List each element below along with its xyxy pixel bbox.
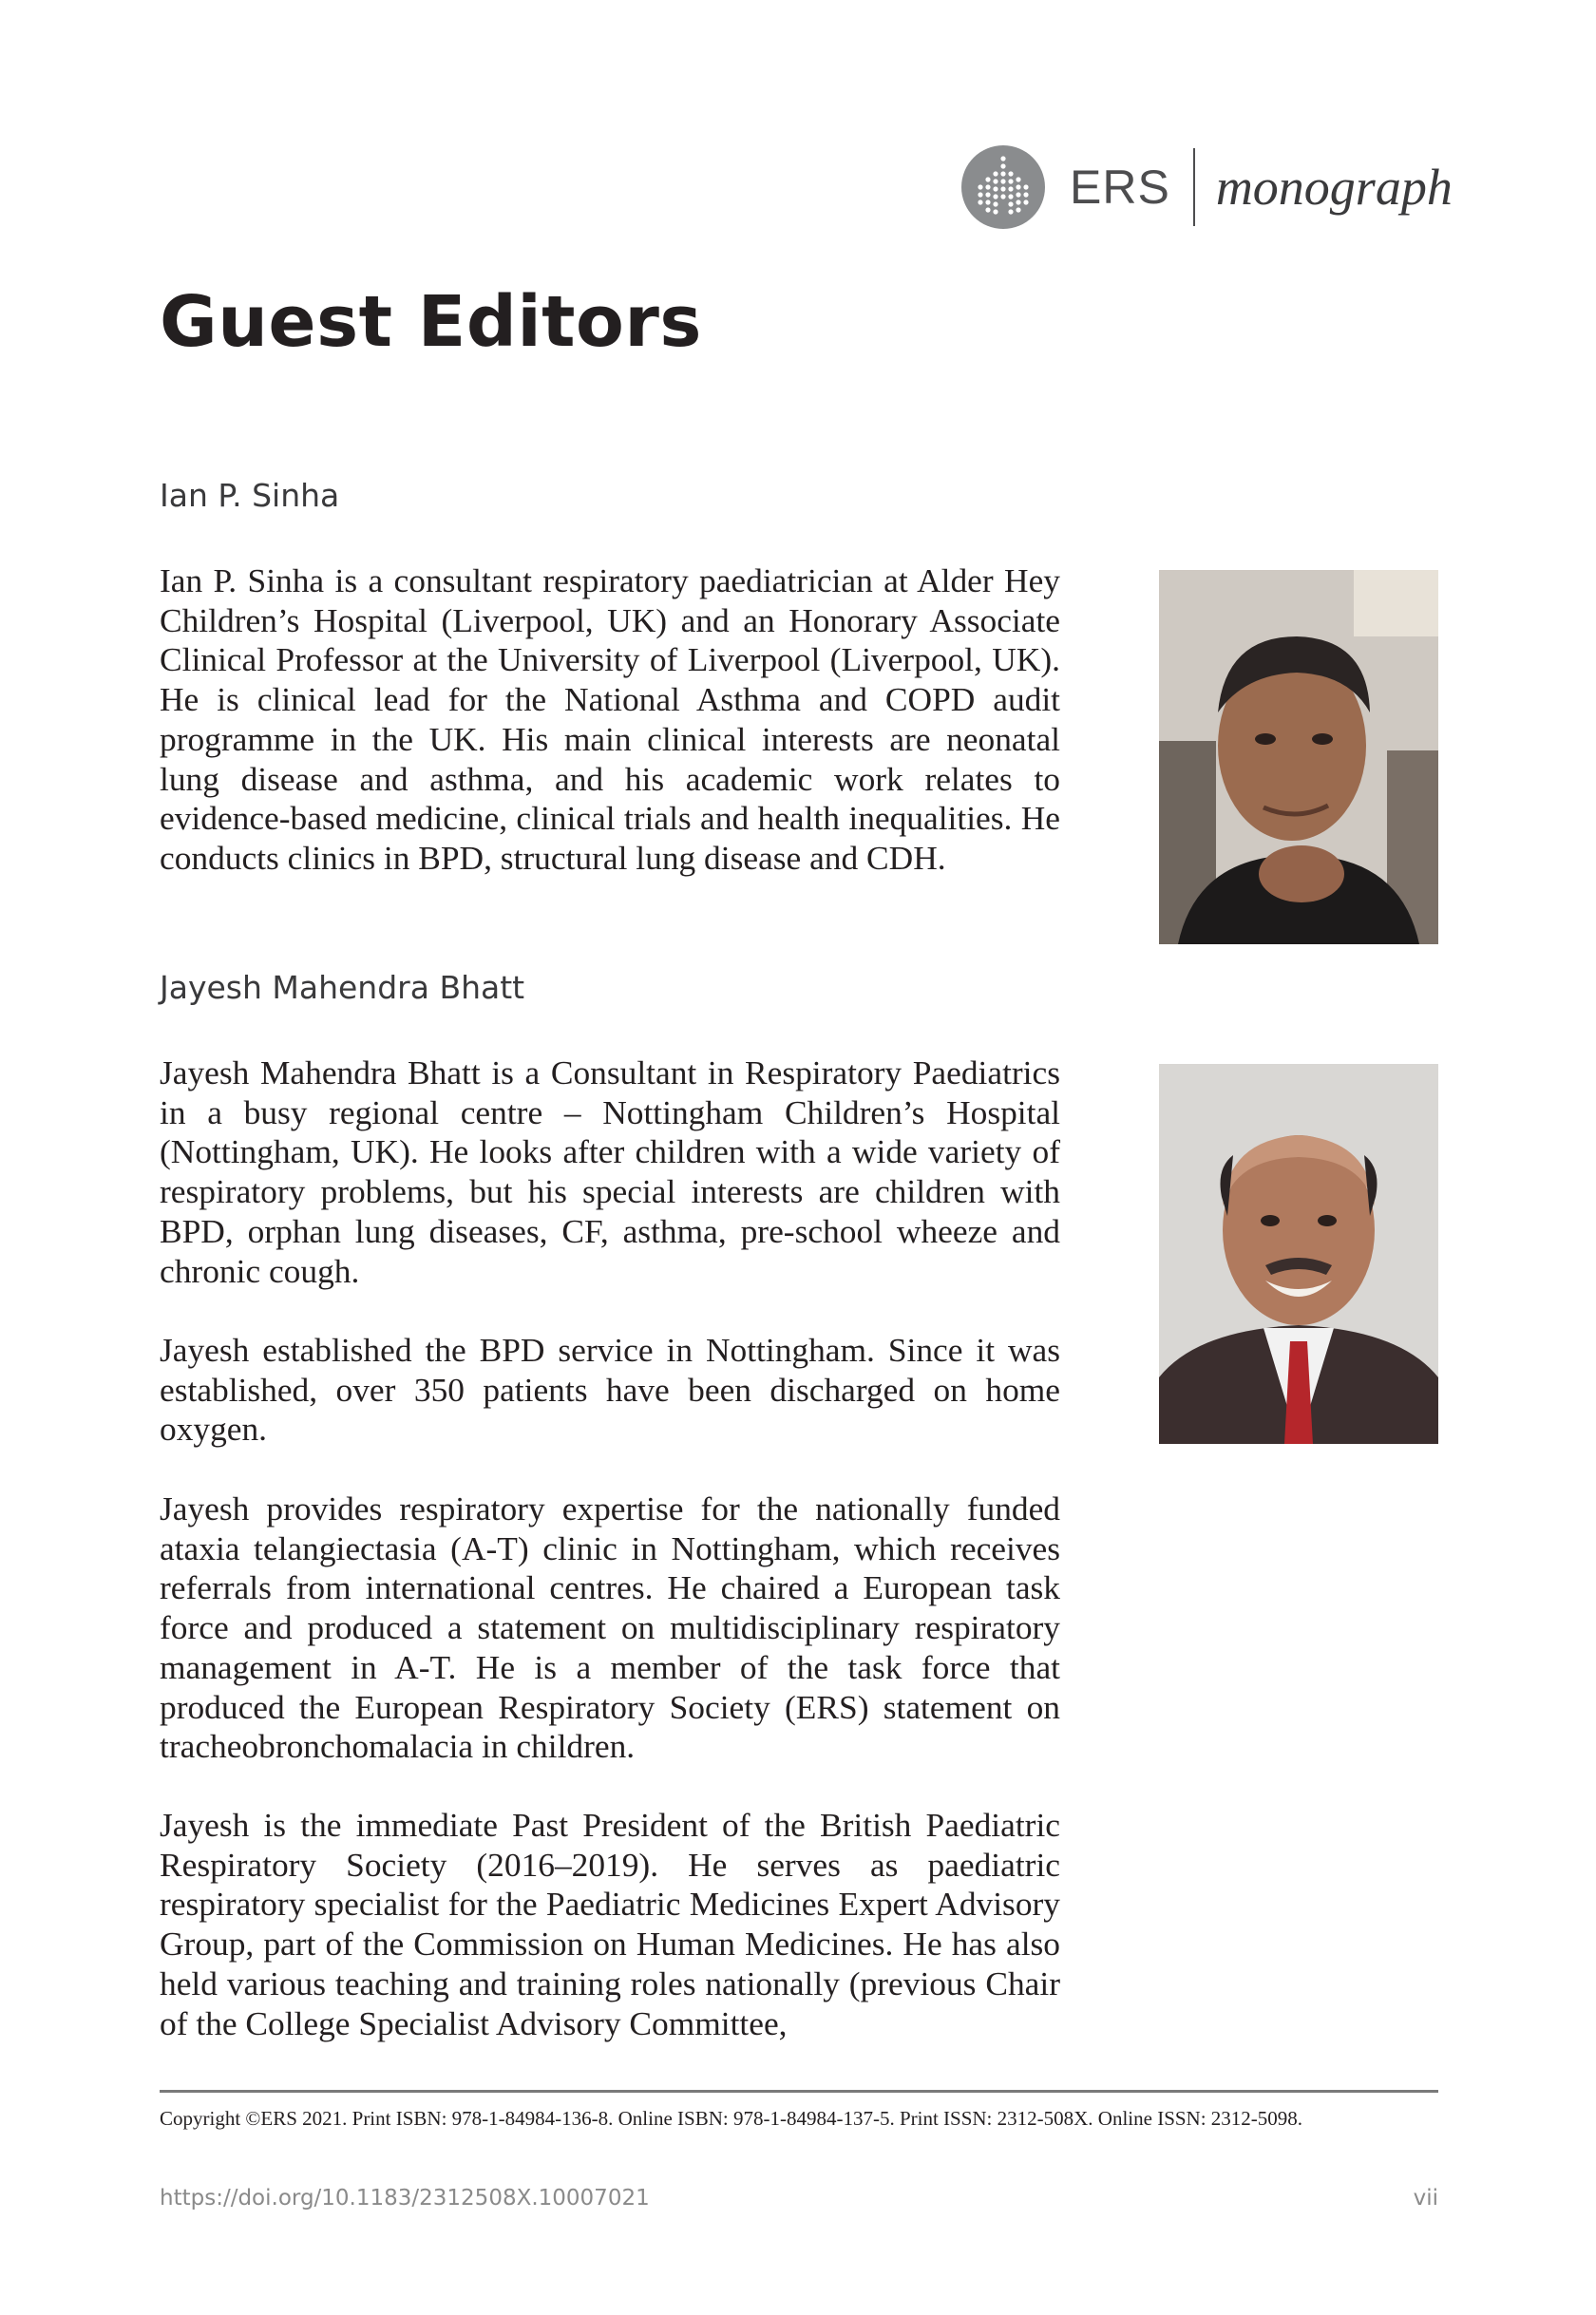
editor-bio-sinha: Ian P. Sinha is a consultant respiratory paediatrician at Alder Hey Children’s Hospital (Liverpool, UK) and an Honorary Associate Clinical Professor at the University of Liverpool (Liverpool, UK). He is clinical lead for the National Asthma and COPD audit programme in the UK. His main clinical interests are neonatal lung disease and asthma, and his academic work relates to evidence-based medicine, clinical trials and health inequalities. He conducts clinics in BPD, structural lung disease and CDH. [160, 561, 1060, 877]
ers-monograph-logo [961, 144, 1453, 230]
doi-link[interactable]: https://doi.org/10.1183/2312508X.10007021 [160, 2186, 650, 2211]
logo-ers-text: ERS [1070, 161, 1170, 214]
editor-photo-sinha [1159, 570, 1438, 944]
copyright-notice: Copyright ©ERS 2021. Print ISBN: 978-1-84984-136-8. Online ISBN: 978-1-84984-137-5. Print ISSN: 2312-508X. Online ISSN: 2312-5098. [160, 2107, 1303, 2130]
editor-bio-bhatt-p3: Jayesh provides respiratory expertise for the nationally funded ataxia telangiectasia (A-T) clinic in Nottingham, which receives referrals from international centres. He chaired a European task force and produced a statement on multidisciplinary respiratory management in A-T. He is a member of the task force that produced the European Respiratory Society (ERS) statement on tracheobronchomalacia in children. [160, 1490, 1060, 1766]
ers-lungs-icon [961, 145, 1045, 229]
editor-name-bhatt: Jayesh Mahendra Bhatt [160, 969, 525, 1006]
logo-monograph-text: monograph [1215, 159, 1453, 216]
editor-bio-bhatt-p2: Jayesh established the BPD service in Nottingham. Since it was established, over 350 patients have been discharged on home oxygen. [160, 1331, 1060, 1449]
editor-name-sinha: Ian P. Sinha [160, 477, 340, 514]
page-title: Guest Editors [160, 281, 702, 363]
editor-photo-bhatt [1159, 1064, 1438, 1444]
page-number: vii [1413, 2186, 1438, 2211]
footer-rule [160, 2090, 1438, 2093]
logo-divider [1193, 148, 1195, 226]
editor-bio-bhatt-p4: Jayesh is the immediate Past President of the British Paediatric Respiratory Society (2016–2019). He serves as paediatric respiratory specialist for the Paediatric Medicines Expert Advisory Group, part of the Commission on Human Medicines. He has also held various teaching and training roles nationally (previous Chair of the College Specialist Advisory Committee, [160, 1806, 1060, 2042]
editor-bio-bhatt-p1: Jayesh Mahendra Bhatt is a Consultant in Respiratory Paediatrics in a busy regional centre – Nottingham Children’s Hospital (Nottingham, UK). He looks after children with a wide variety of respiratory problems, but his special interests are children with BPD, orphan lung diseases, CF, asthma, pre-school wheeze and chronic cough. [160, 1053, 1060, 1290]
